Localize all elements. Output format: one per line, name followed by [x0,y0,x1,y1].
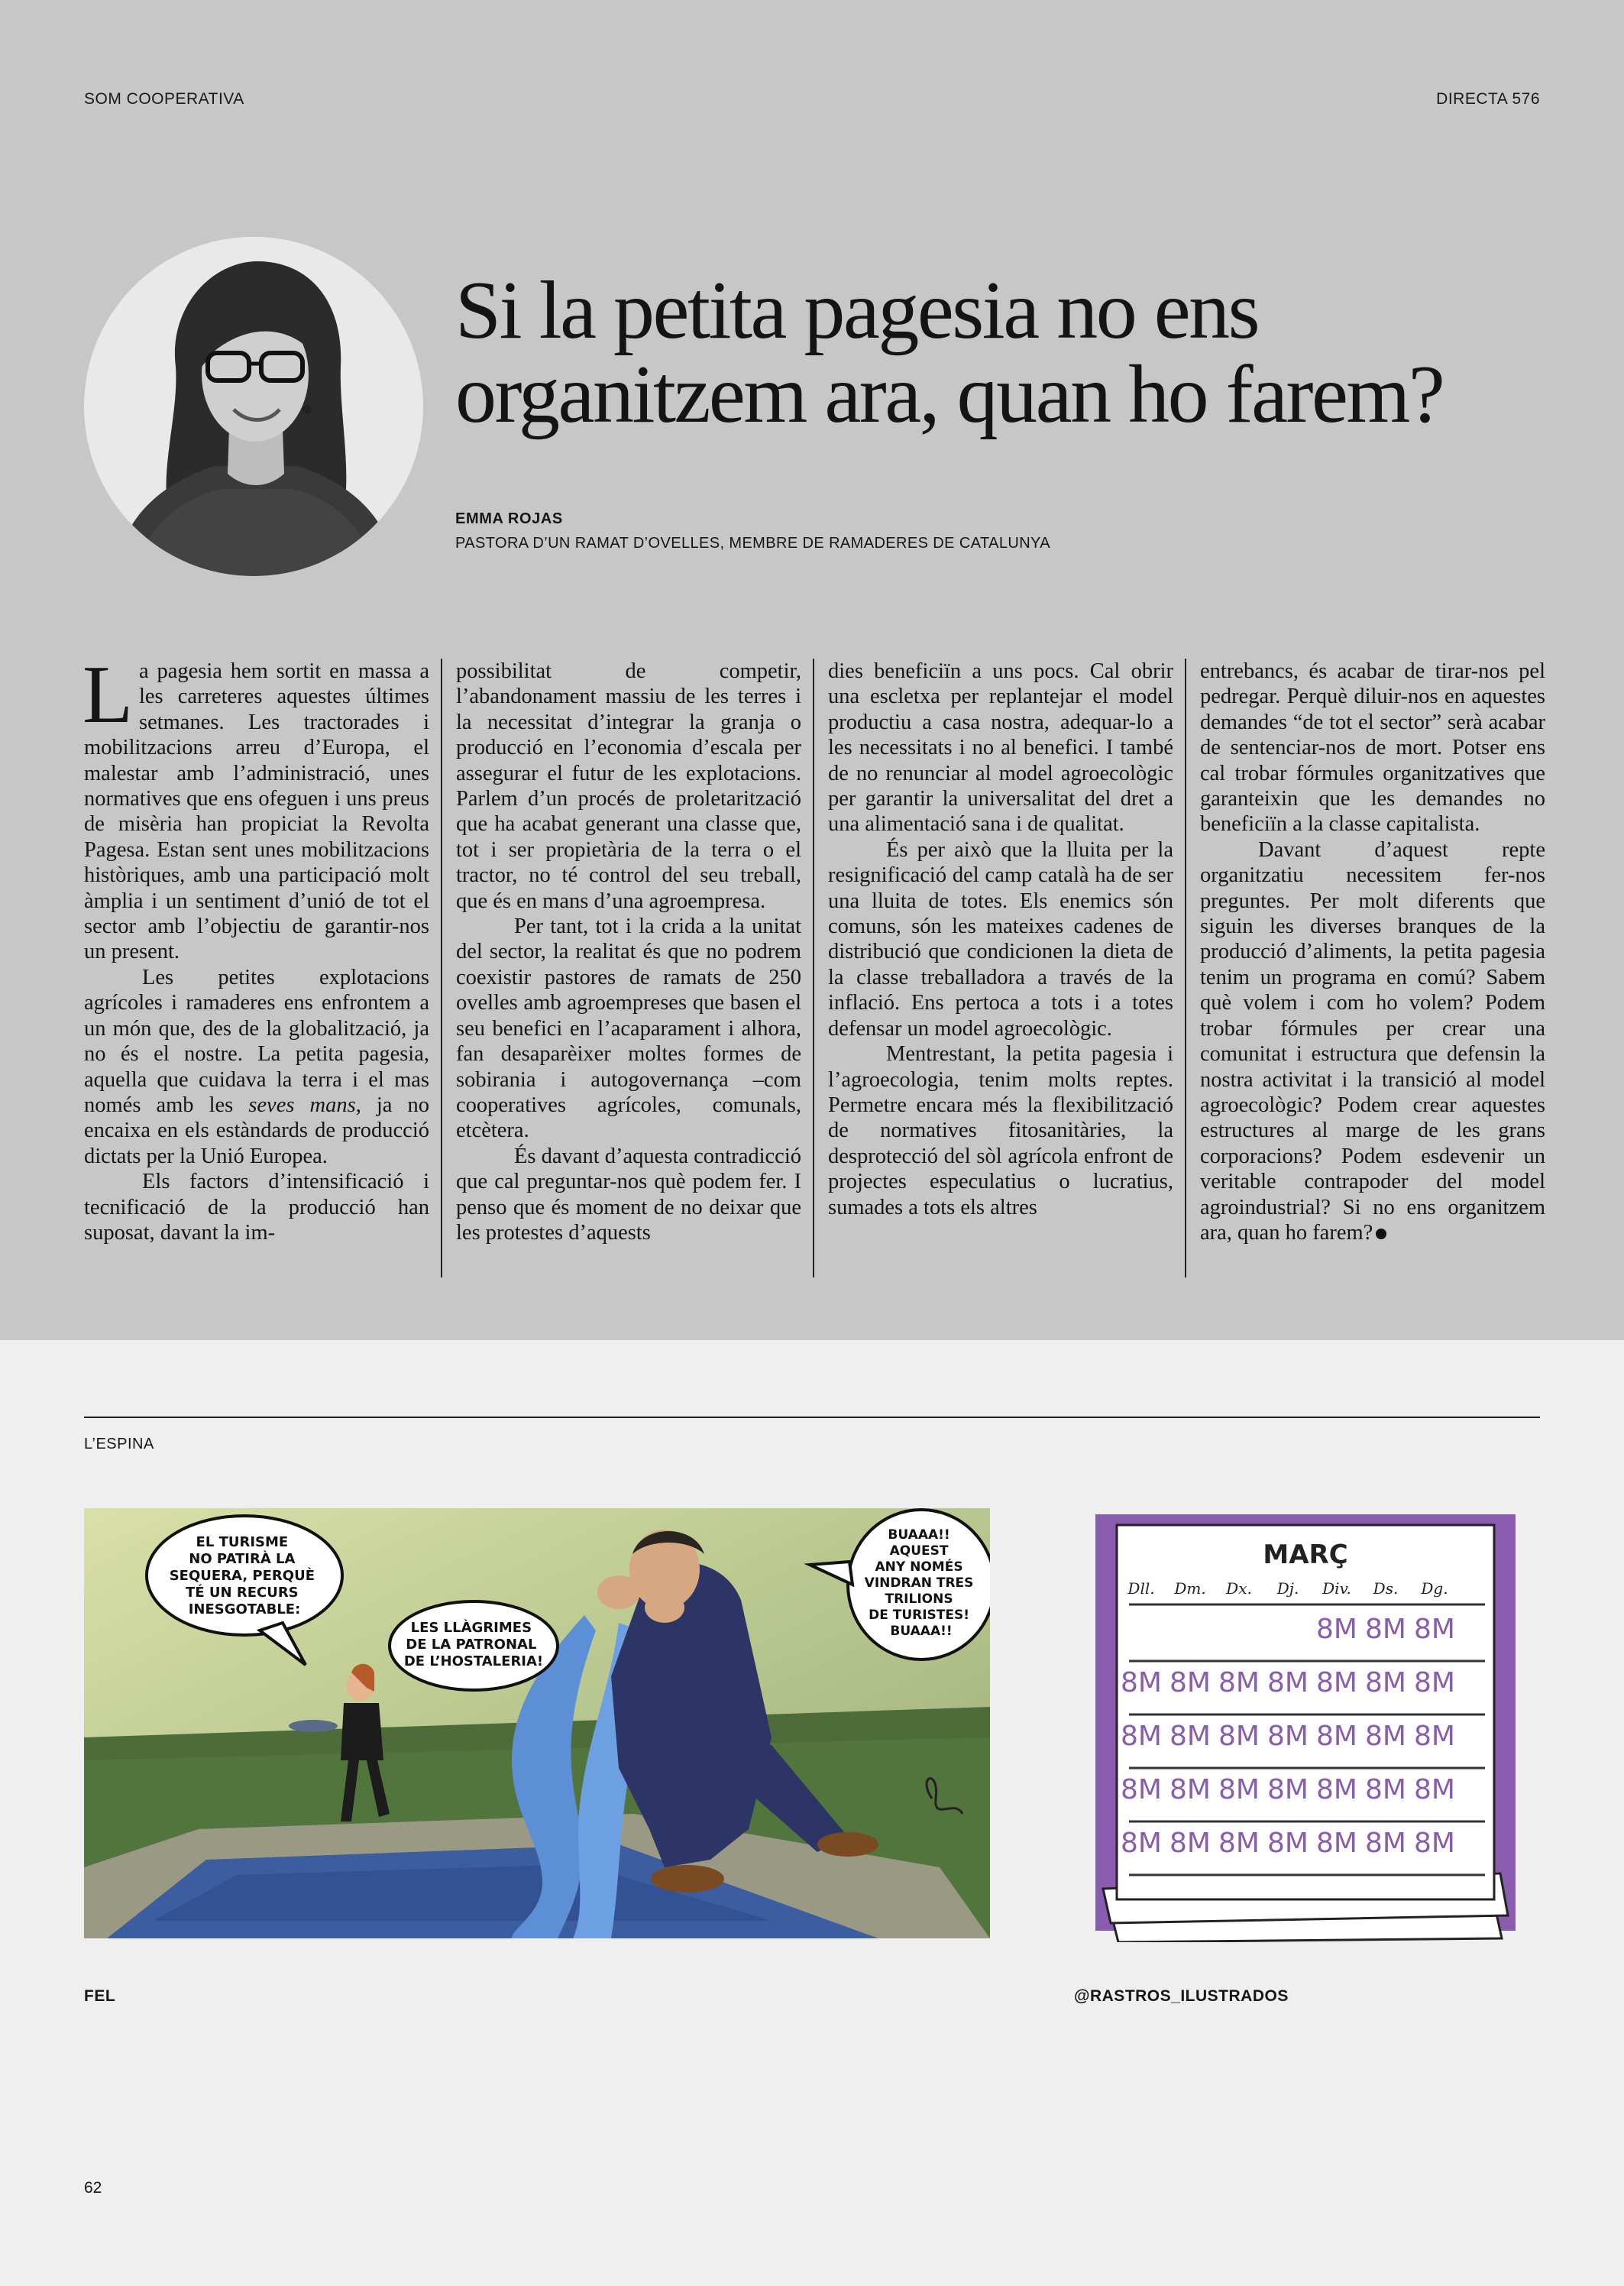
cartoon-bubble-2: LES LLÀGRIMES DE LA PATRONAL DE L’HOSTALERIA! [403,1620,544,1669]
paragraph: Per tant, tot i la crida a la unitat del sector, la realitat és que no podrem coexistir pastores de ramats de 250 ovelles amb agroempreses que basen el seu benefici en l’acaparament i alhora, fan desaparèixer moltes formes de sobirania i autogovernança –com cooperatives agrícoles, comunals, etcètera. [456,915,801,1143]
issue-number: DIRECTA 576 [1436,90,1540,108]
calendar-cell: 8M [1218,1721,1260,1752]
calendar-month: MARÇ [1263,1540,1348,1570]
article-column-4 [1200,659,1545,1245]
calendar-cell: 8M [1365,1667,1406,1698]
author-name: EMMA ROJAS [455,510,563,527]
end-mark-icon [1376,1229,1386,1239]
paragraph: Les petites explotacions agrícoles i ramaderes ens enfrontem a un món que, des de la globalització, ja no és el nostre. La petita pagesia, aquella que cuidava la terra i el mas només amb les seves mans, ja no encaixa en els estàndards de producció dictats per la Unió Europea. [84,965,429,1168]
calendar-day-label: Dll. [1127,1579,1155,1598]
calendar-cell: 8M [1218,1667,1260,1698]
calendar-cell: 8M [1414,1828,1455,1859]
paragraph: dies beneficiïn a uns pocs. Cal obrir una escletxa per replantejar el model productiu a casa nostra, adequar-lo a les necessitats i no al benefici. I també de no renunciar al model agroecològic per garantir la universalitat del dret a una alimentació sana i de qualitat. [828,659,1173,837]
paragraph: possibilitat de competir, l’abandonament massiu de les terres i la necessitat d’integrar la granja o producció en l’economia d’escala per assegurar el futur de les explotacions. Parlem d’un procés de proletarització que ha acabat generant una classe que, tot i ser propietària de la terra o el tractor, no té control del seu treball, que és en mans d’una agroempresa. [456,659,801,913]
calendar-cell: 8M [1414,1721,1455,1752]
calendar-cell: 8M [1121,1774,1162,1805]
calendar-cell: 8M [1267,1774,1309,1805]
paragraph: Davant d’aquest repte organitzatiu necessitem fer-nos preguntes. Per molt diferents que siguin les diverses branques de la producció d’aliments, la petita pagesia tenim un programa en comú? Sabem què volem i com ho volem? Podem trobar fórmules per crear una comunitat i estructura que defensin la nostra activitat i la transició al model agroecològic? Podem crear aquestes estructures al marge de les grans corporacions? Podem esdevenir un veritable contrapoder del model agroindustrial? Si no ens organitzem ara, quan ho farem? [1200,837,1545,1245]
calendar-cell: 8M [1365,1828,1406,1859]
author-role: PASTORA D’UN RAMAT D’OVELLES, MEMBRE DE RAMADERES DE CATALUNYA [455,535,1051,552]
section-divider [84,1417,1540,1418]
calendar-cell: 8M [1365,1721,1406,1752]
calendar-day-label: Ds. [1373,1579,1399,1598]
calendar-day-label: Div. [1322,1579,1351,1598]
column-rule [813,659,814,1277]
article-column-1 [82,649,429,1245]
column-rule [1185,659,1186,1277]
calendar-cell: 8M [1414,1774,1455,1805]
calendar-cell: 8M [1316,1667,1357,1698]
paragraph: Els factors d’intensificació i tecnificació de la producció han suposat, davant la im- [84,1170,429,1245]
paragraph: La pagesia hem sortit en massa a les carreteres aquestes últimes setmanes. Les tractorades i mobilitzacions arreu d’Europa, el malestar amb l’administració, unes normatives que ens ofeguen i uns preus de misèria han propiciat la Revolta Pagesa. Estan sent unes mobilitzacions històriques, amb una participació molt àmplia i un sentiment d’unió de tot el sector amb l’objectiu de garantir-nos un present. [82,649,429,964]
cartoon-bubble-1: EL TURISME NO PATIRÀ LA SEQUERA, PERQUÈ TÉ UN RECURS INESGOTABLE: [169,1534,315,1617]
calendar-day-label: Dm. [1174,1579,1206,1598]
calendar-cell: 8M [1365,1614,1406,1645]
calendar-cell: 8M [1316,1828,1357,1859]
section-label: L’ESPINA [84,1436,154,1452]
drop-cap: L [82,649,133,740]
calendar-cell: 8M [1121,1721,1162,1752]
calendar-day-label: Dx. [1226,1579,1252,1598]
emphasis: seves mans [248,1093,356,1117]
page-number: 62 [84,2179,102,2197]
paragraph: entrebancs, és acabar de tirar-nos pel pedregar. Perquè diluir-nos en aquestes demandes “de tot el sector” serà acabar de sentenciar-nos de mort. Potser ens cal trobar fórmules organitzatives que garanteixin que les demandes no beneficiïn a la classe capitalista. [1200,659,1545,837]
calendar-cell: 8M [1121,1828,1162,1859]
calendar-cell: 8M [1169,1721,1211,1752]
column-rule [441,659,442,1277]
calendar-cell: 8M [1414,1667,1455,1698]
cartoon-credit-rastros: @RASTROS_ILUSTRADOS [1074,1987,1289,2005]
calendar-cell: 8M [1316,1614,1357,1645]
calendar-cell: 8M [1218,1828,1260,1859]
calendar-cell: 8M [1267,1667,1309,1698]
calendar-cell: 8M [1267,1828,1309,1859]
calendar-cell: 8M [1267,1721,1309,1752]
calendar-cell: 8M [1365,1774,1406,1805]
calendar-cell: 8M [1169,1828,1211,1859]
cartoon-fel [84,1508,990,1938]
calendar-cell: 8M [1414,1614,1455,1645]
section-name: SOM COOPERATIVA [84,90,244,108]
calendar-cell: 8M [1169,1667,1211,1698]
cartoon-bubble-3: BUAAA!! AQUEST ANY NOMÉS VINDRAN TRES TRILIONS DE TURISTES! BUAAA!! [864,1527,974,1639]
calendar-cell: 8M [1316,1721,1357,1752]
cartoon-credit-fel: FEL [84,1987,116,2005]
article-column-3 [828,659,1173,1220]
calendar-cell: 8M [1316,1774,1357,1805]
article-column-2 [456,659,801,1245]
paragraph: És davant d’aquesta contradicció que cal preguntar-nos què podem fer. I penso que és moment de no deixar que les protestes d’aquests [456,1144,801,1245]
calendar-day-label: Dj. [1276,1579,1299,1598]
cartoon-calendar [1095,1514,1516,1942]
paragraph: És per això que la lluita per la resignificació del camp català ha de ser una lluita de totes. Els enemics són comuns, són les mateixes cadenes de distribució que condicionen la dieta de la classe treballadora a través de la inflació. Ens pertoca a tots i a totes defensar un model agroecològic. [828,837,1173,1041]
paragraph: Mentrestant, la petita pagesia i l’agroecologia, tenim molts reptes. Permetre encara més la flexibilització de normatives fitosanitàries, la desprotecció del sòl agrícola enfront de projectes especulatius o lucratius, sumades a tots els altres [828,1042,1173,1219]
calendar-cell: 8M [1121,1667,1162,1698]
calendar-cell: 8M [1169,1774,1211,1805]
author-portrait [84,237,423,576]
calendar-cell: 8M [1218,1774,1260,1805]
calendar-day-label: Dg. [1421,1579,1448,1598]
article-headline: Si la petita pagesia no ens organitzem ara, quan ho farem? [455,265,1444,440]
